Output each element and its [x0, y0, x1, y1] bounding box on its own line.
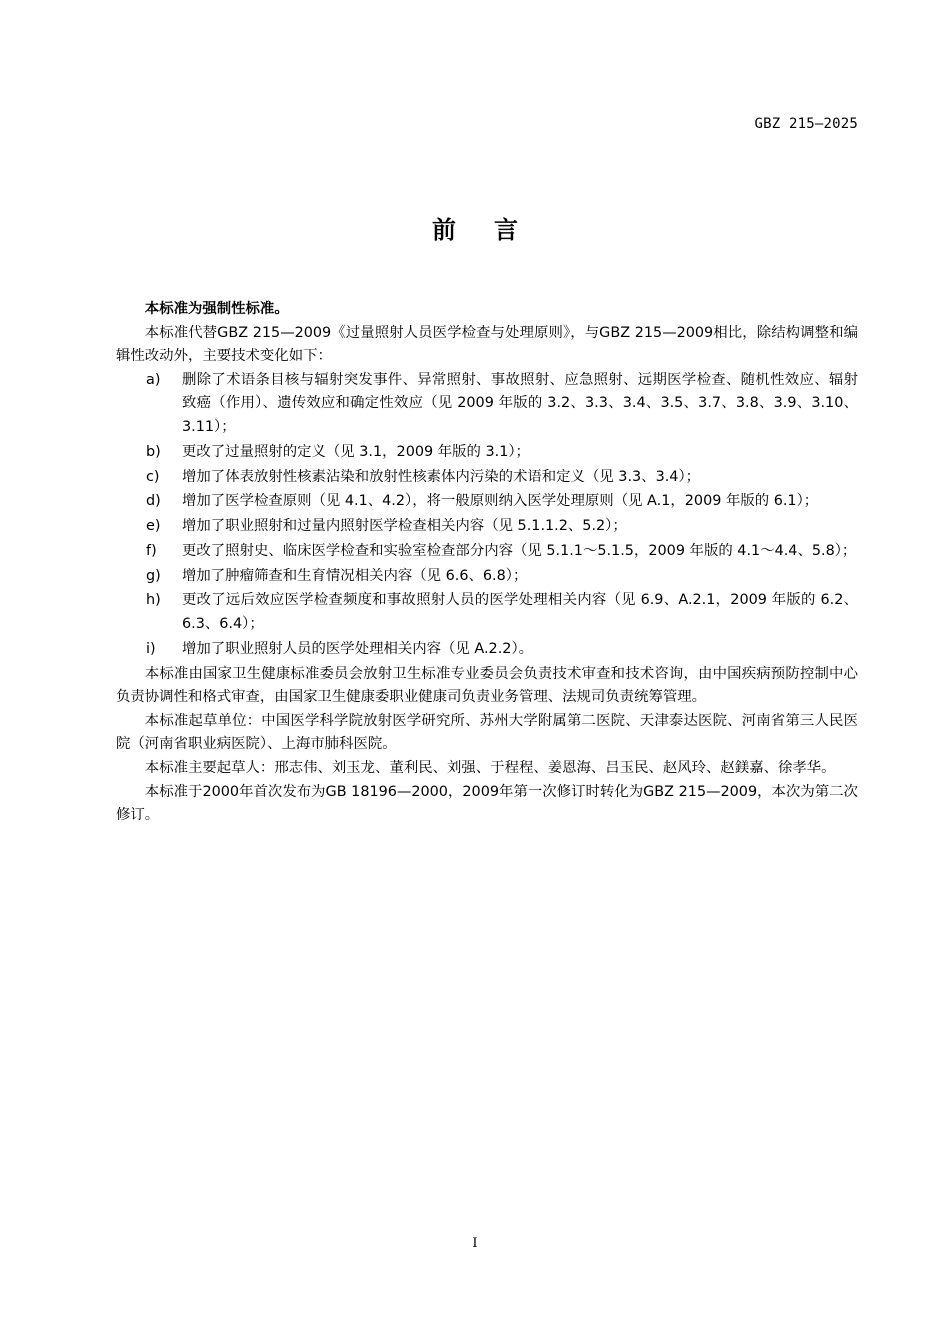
foreword-body	[116, 298, 858, 828]
page-number: I	[472, 1236, 478, 1251]
list-marker: h)	[146, 592, 161, 609]
list-item	[116, 490, 858, 514]
list-marker: a)	[146, 371, 161, 388]
list-marker: g)	[146, 567, 161, 584]
list-marker: d)	[146, 493, 161, 510]
list-marker: f)	[146, 542, 157, 559]
page-title: 前言	[432, 216, 556, 244]
changes-list	[116, 369, 858, 662]
list-text: 增加了医学检查原则（见 4.1、4.2），将一般原则纳入医学处理原则（见 A.1，2009 年版的 6.1）；	[182, 493, 819, 510]
list-text: 增加了体表放射性核素沾染和放射性核素体内污染的术语和定义（见 3.3、3.4）；	[182, 468, 701, 485]
list-text: 更改了过量照射的定义（见 3.1，2009 年版的 3.1）；	[182, 443, 530, 460]
replaces-paragraph: 本标准代替GBZ 215—2009《过量照射人员医学检查与处理原则》，与GBZ 215—2009相比，除结构调整和编辑性改动外，主要技术变化如下：	[116, 324, 858, 365]
mandatory-statement: 本标准为强制性标准。	[144, 301, 289, 317]
list-text: 更改了照射史、临床医学检查和实验室检查部分内容（见 5.1.1～5.1.5，2009 年版的 4.1～4.4、5.8）；	[182, 542, 857, 559]
list-marker: i)	[146, 640, 156, 657]
drafters-paragraph: 本标准主要起草人：邢志伟、刘玉龙、董利民、刘强、于程程、姜恩海、吕玉民、赵风玲、赵鎂嘉、徐孝华。	[144, 759, 836, 776]
list-item	[116, 638, 858, 662]
proposer-paragraph: 本标准由国家卫生健康标准委员会放射卫生标准专业委员会负责技术审查和技术咨询，由中国疾病预防控制中心负责协调性和格式审查，由国家卫生健康委职业健康司负责业务管理、法规司负责统筹管理。	[116, 665, 858, 706]
standard-code: GBZ 215—2025	[754, 116, 858, 132]
list-marker: c)	[146, 468, 160, 485]
list-item	[116, 589, 858, 636]
list-item	[116, 369, 858, 440]
list-text: 增加了职业照射和过量内照射医学检查相关内容（见 5.1.1.2、5.2）；	[182, 518, 627, 535]
list-item	[116, 540, 858, 564]
list-item	[116, 565, 858, 589]
list-text: 更改了远后效应医学检查频度和事故照射人员的医学处理相关内容（见 6.9、A.2.1，2009 年版的 6.2、6.3、6.4）；	[182, 592, 858, 633]
history-paragraph: 本标准于2000年首次发布为GB 18196—2000，2009年第一次修订时转化为GBZ 215—2009，本次为第二次修订。	[116, 783, 858, 824]
list-marker: e)	[146, 518, 161, 535]
list-item	[116, 466, 858, 490]
list-item	[116, 441, 858, 465]
list-text: 删除了术语条目核与辐射突发事件、异常照射、事故照射、应急照射、远期医学检查、随机性效应、辐射致癌（作用）、遗传效应和确定性效应（见 2009 年版的 3.2、3.3、3.4、3.5、3.7、3.8、3.9、3.10、3.11）；	[182, 371, 858, 435]
list-text: 增加了职业照射人员的医学处理相关内容（见 A.2.2）。	[182, 640, 534, 657]
list-item	[116, 515, 858, 539]
list-marker: b)	[146, 443, 161, 460]
list-text: 增加了肿瘤筛查和生育情况相关内容（见 6.6、6.8）；	[182, 567, 528, 584]
drafting-units-paragraph: 本标准起草单位：中国医学科学院放射医学研究所、苏州大学附属第二医院、天津泰达医院、河南省第三人民医院（河南省职业病医院）、上海市肺科医院。	[116, 712, 858, 753]
